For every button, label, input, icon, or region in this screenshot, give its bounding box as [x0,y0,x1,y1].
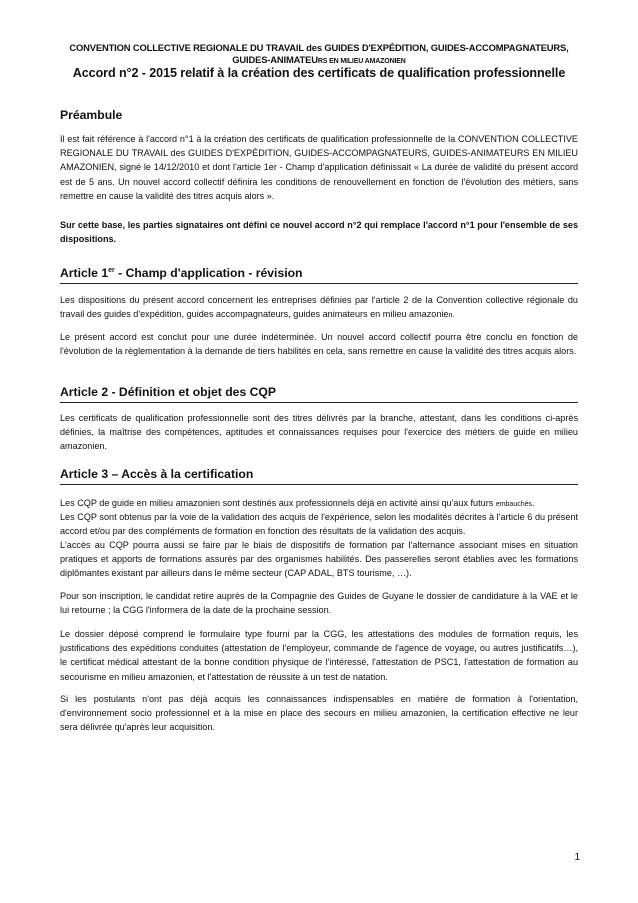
convention-header-line-2 [40,54,598,65]
document-title: Accord n°2 - 2015 relatif à la création des certificats de qualification professionnelle [72,66,566,80]
article-1-underline [60,283,578,284]
convention-header-line-1: CONVENTION COLLECTIVE REGIONALE DU TRAVAIL des GUIDES D'EXPÉDITION, GUIDES-ACCOMPAGNATEURS, [69,42,569,53]
article-1-paragraph-2: Le présent accord est conclut pour une durée indéterminée. Un nouvel accord collectif pourra être conclu en fonction de l'évolution de la règlementation à la demande de tiers habilités en cela, sans remettre en cause la validité des titres acquis alors. [60,332,578,357]
article-3-paragraph-1-small: embauchés [495,501,533,508]
article-1-title [60,266,303,280]
article-2-underline [60,402,578,403]
article-3-paragraph-3: L'accès au CQP pourra aussi se faire par le biais de dispositifs de formation par l'alternance associant mises en situation pratiques et apports de formations assurés par des organismes habilités. Des passerelles seront établies avec les formations diplômantes existant par ailleurs dans le même secteur (CAP ADAL, BTS tourisme, …). [60,540,578,579]
article-3-paragraph-6: Si les postulants n'ont pas déjà acquis les connaissances indispensables en matière de formation à l'orientation, d'environnement socio professionnel et à la mise en place des secours en milieu amazonien, la certification effective ne leur sera délivrée qu'après leur acquisition. [60,694,578,733]
article-1-title-superscript: er [108,266,115,274]
header-line-2-small: RS EN MILIEU AMAZONIEN [317,58,406,65]
article-1-paragraph-1 [60,293,578,323]
article-2-title: Article 2 - Définition et objet des CQP [60,385,277,399]
article-3-paragraph-1-end: . [532,498,535,508]
article-1-title-start: Article 1 [60,266,109,280]
preambule-paragraph-1: Il est fait référence à l'accord n°1 à la création des certificats de qualification professionnelle de la CONVENTION COLLECTIVE REGIONALE DU TRAVAIL des GUIDES D'EXPÉDITION, GUIDES-ACCOMPAGNATEURS, GUIDES-ANIMATEURS EN MILIEU AMAZONIEN, signé le 14/12/2010 et dont l'article 1er - Champ d'application définissait « La durée de validité du présent accord est de 5 ans. Un nouvel accord collectif définira les conditions de renouvellement en fonction de l'évolution des métiers, sans remettre en cause la validité des titres acquis alors ». [60,134,578,201]
article-2-paragraph-1: Les certificats de qualification professionnelle sont des titres délivrés par la branche, attestant, dans les conditions ci-après définies, la maîtrise des compétences, aptitudes et connaissances requises pour l'exercice des métiers de guide en milieu amazonien. [60,413,578,452]
article-3-underline [60,484,578,485]
article-3-paragraph-2: Les CQP sont obtenus par la voie de la validation des acquis de l'expérience, selon les modalités décrites à l'article 6 du présent accord et/ou par des compléments de formation en fonction des résultats de la validation des acquis. [60,512,578,537]
article-3-paragraph-1-text: Les CQP de guide en milieu amazonien sont destinés aux professionnels déjà en activité ainsi qu'aux futurs [60,498,496,508]
page-number: 1 [574,852,580,863]
preambule-title: Préambule [60,108,123,122]
article-3-paragraph-5: Le dossier déposé comprend le formulaire type fourni par la CGG, les attestations des modules de formation requis, les justifications des expéditions conduites (attestation de l'employeur, commande de l'agence de voyage, ou autres justificatifs…), le certificat médical attestant de la bonne condition physique de l'intéressé, l'attestation de PSC1, l'attestation de formation au secourisme en milieu amazonien, et l'attestation de réussite à un test de natation. [60,629,578,682]
preambule-paragraph-2: Sur cette base, les parties signataires ont défini ce nouvel accord n°2 qui remplace l'accord n°1 pour l'ensemble de ses dispositions. [60,220,578,245]
header-line-2-main: GUIDES-ANIMATEU [232,54,318,65]
article-1-paragraph-1-end: n. [448,312,455,320]
article-1-title-end: - Champ d'application - révision [114,266,303,280]
article-3-title: Article 3 – Accès à la certification [60,467,254,481]
article-3-paragraph-4: Pour son inscription, le candidat retire auprès de la Compagnie des Guides de Guyane le dossier de candidature à la VAE et le lui retourne ; la CGG l'informera de la date de la prochaine session. [60,591,578,616]
article-1-paragraph-1-text: Les dispositions du présent accord concernent les entreprises définies par l'article 2 de la Convention collective régionale du travail des guides d'expédition, guides accompagnateurs, guides animateurs en milieu amazonie [60,295,578,320]
